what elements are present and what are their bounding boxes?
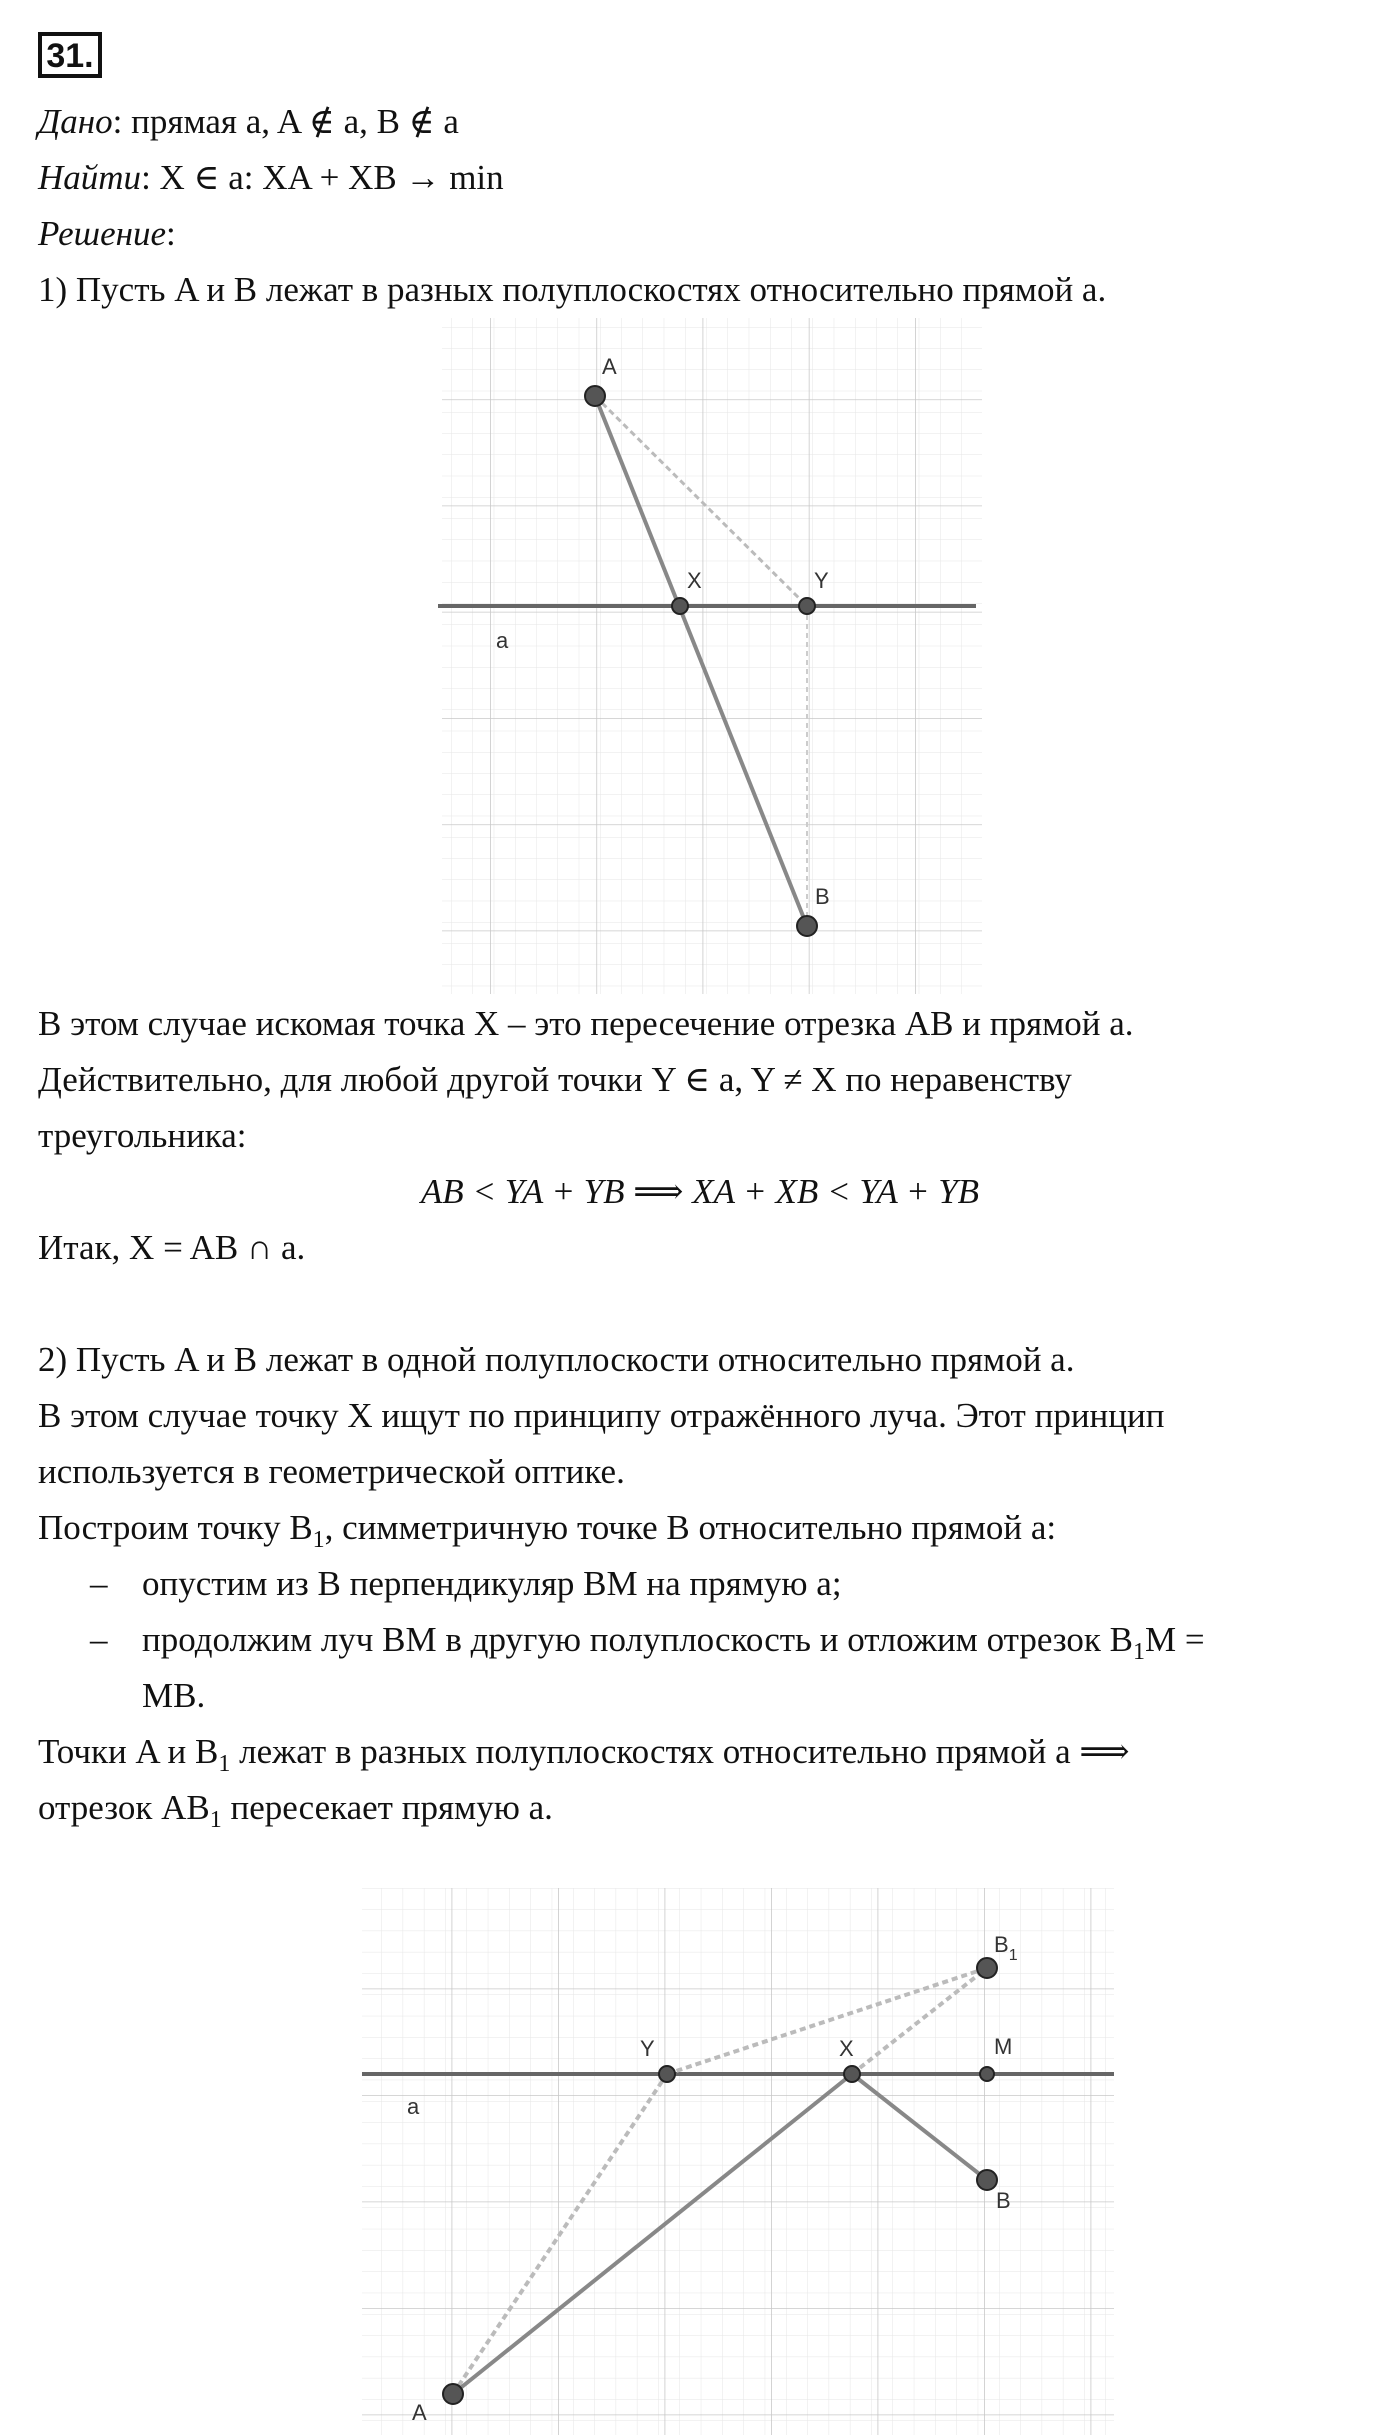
point-Y (799, 598, 815, 614)
case2-p5-sub: 1 (209, 1807, 222, 1833)
bullet1: опустим из B перпендикуляр BM на прямую a; (142, 1564, 842, 1603)
solution-line (38, 214, 176, 254)
label-line-a: a (496, 628, 509, 653)
bullet2-before: продолжим луч BM в другую полуплоскость и отложим отрезок B (142, 1620, 1134, 1659)
label-Y: Y (640, 2036, 655, 2061)
bullet2 (142, 1620, 1205, 1672)
label-A: A (412, 2400, 427, 2425)
label-X: X (839, 2036, 854, 2061)
case1-p3: треугольника: (38, 1116, 247, 1155)
point-A (585, 386, 605, 406)
case1-p2: Действительно, для любой другой точки Y ∈ a, Y ≠ X по неравенству (38, 1060, 1072, 1099)
point-Y (659, 2066, 675, 2082)
bullet1-dash: – (90, 1564, 108, 1603)
case1-p1: В этом случае искомая точка X – это пересечение отрезка AB и прямой a. (38, 1004, 1134, 1043)
case2-p2: используется в геометрической оптике. (38, 1452, 625, 1491)
label-A: A (602, 354, 617, 379)
case2-heading: 2) Пусть A и B лежат в одной полуплоскости относительно прямой a. (38, 1340, 1075, 1379)
solution-colon: : (166, 214, 176, 253)
case2-p4 (38, 1732, 1130, 1784)
solution-label: Решение (38, 214, 167, 253)
case2-p4-after: лежат в разных полуплоскостях относительно прямой a ⟹ (230, 1732, 1130, 1771)
label-B1: $B_1$ (994, 1932, 1018, 1964)
point-B (797, 916, 817, 936)
find-text: : X ∈ a: XA + XB → min (141, 158, 504, 197)
case2-p1: В этом случае точку X ищут по принципу отражённого луча. Этот принцип (38, 1396, 1165, 1435)
given-label: Дано (38, 102, 113, 141)
case2-p3 (38, 1508, 1056, 1560)
grid-major (442, 318, 982, 994)
case2-p5-before: отрезок AB (38, 1788, 210, 1827)
case1-heading: 1) Пусть A и B лежат в разных полуплоскостях относительно прямой a. (38, 270, 1107, 309)
label-B: B (996, 2188, 1011, 2213)
label-X: X (687, 568, 702, 593)
case2-p3-before: Построим точку B (38, 1508, 313, 1547)
case1-formula: AB < YA + YB ⟹ XA + XB < YA + YB (420, 1172, 980, 1211)
find-line (38, 158, 504, 198)
case2-p3-after: , симметричную точке B относительно прямой a: (324, 1508, 1057, 1547)
case2-p5 (38, 1788, 553, 1840)
problem-number: 31. (38, 32, 102, 78)
point-X (844, 2066, 860, 2082)
bullet2-dash: – (90, 1620, 108, 1659)
point-M (980, 2067, 994, 2081)
find-label: Найти (38, 158, 142, 197)
figure-2-diagram (360, 1888, 1120, 2435)
bullet2-after: M = (1145, 1620, 1205, 1659)
point-X (672, 598, 688, 614)
case2-p4-before: Точки A и B (38, 1732, 219, 1771)
bullet2-sub: 1 (1133, 1639, 1146, 1665)
case2-p3-sub: 1 (312, 1527, 325, 1553)
point-B1 (977, 1958, 997, 1978)
case2-p4-sub: 1 (218, 1751, 231, 1777)
label-M: M (994, 2034, 1013, 2059)
case2-p5-after: пересекает прямую a. (221, 1788, 553, 1827)
given-text: : прямая a, A ∉ a, B ∉ a (112, 102, 459, 141)
given-line (38, 102, 459, 142)
figure-1-diagram (430, 318, 990, 994)
bullet2-cont: MB. (142, 1676, 206, 1715)
grid-major-2 (362, 1888, 1114, 2435)
case1-conclusion: Итак, X = AB ∩ a. (38, 1228, 306, 1267)
point-A (443, 2384, 463, 2404)
point-B (977, 2170, 997, 2190)
label-B: B (815, 884, 830, 909)
label-Y: Y (814, 568, 829, 593)
label-line-a: a (407, 2094, 420, 2119)
